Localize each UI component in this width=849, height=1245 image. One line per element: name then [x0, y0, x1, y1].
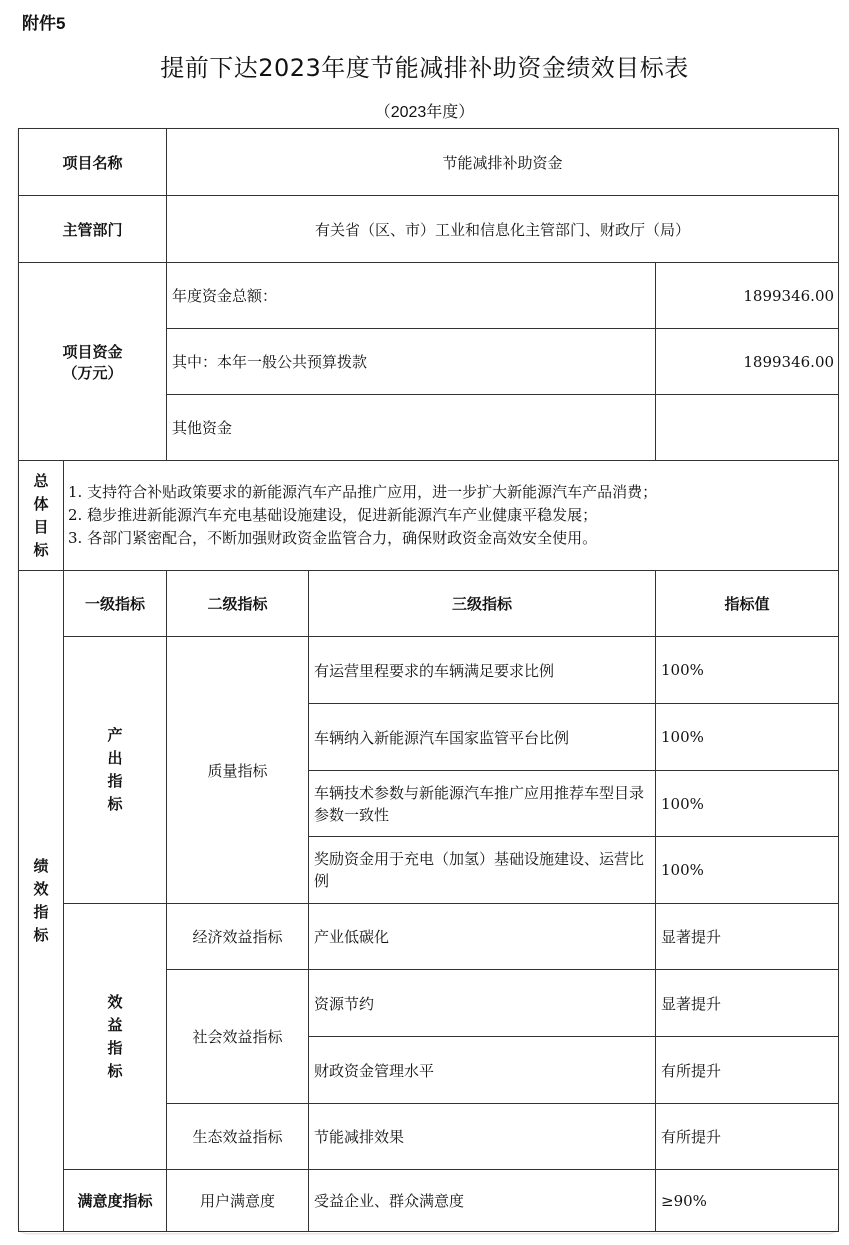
quality-indicator-label: 质量指标: [167, 637, 309, 904]
performance-label-char: 效: [33, 881, 49, 898]
year-note: （2023年度）: [374, 104, 475, 121]
social-indicator-label: 社会效益指标: [167, 970, 309, 1104]
performance-label-char: 标: [33, 927, 49, 944]
indicator-value: 100%: [656, 771, 839, 837]
header-level2: 二级指标: [167, 571, 309, 637]
performance-target-table: [18, 128, 839, 1232]
project-name-label: 项目名称: [19, 129, 167, 196]
benefit-label-char: 标: [107, 1062, 123, 1080]
benefit-label-char: 益: [107, 1016, 123, 1034]
indicator-value: 显著提升: [656, 904, 839, 970]
overall-goal-label-char: 标: [33, 541, 49, 559]
ecological-indicator-label: 生态效益指标: [167, 1104, 309, 1170]
indicator-cell: 受益企业、群众满意度: [309, 1170, 656, 1232]
funds-label-line2: （万元）: [62, 364, 123, 382]
header-value: 指标值: [656, 571, 839, 637]
attachment-label: 附件5: [22, 14, 66, 33]
funds-row-value: 1899346.00: [656, 329, 839, 395]
indicator-cell: 车辆纳入新能源汽车国家监管平台比例: [309, 704, 656, 771]
funds-label-line1: 项目资金: [62, 343, 123, 361]
output-label-char: 指: [107, 773, 123, 790]
row-benefit-economic: [19, 904, 839, 970]
output-label-char: 产: [107, 727, 123, 744]
output-label-char: 出: [107, 750, 123, 767]
performance-label-char: 绩: [33, 858, 49, 875]
header-level1: 一级指标: [64, 571, 167, 637]
satisfaction-label: 满意度指标: [64, 1170, 167, 1232]
indicator-value: 显著提升: [656, 970, 839, 1037]
indicator-value: 100%: [656, 837, 839, 904]
department-label: 主管部门: [19, 196, 167, 263]
project-name-value: 节能减排补助资金: [167, 129, 839, 196]
benefit-label-char: 指: [107, 1039, 123, 1057]
indicator-value: 有所提升: [656, 1104, 839, 1170]
performance-label: [19, 571, 64, 1232]
funds-row-label: 其他资金: [167, 395, 656, 461]
row-funds-total: [19, 263, 839, 329]
output-label-char: 标: [107, 796, 123, 813]
department-value: 有关省（区、市）工业和信息化主管部门、财政厅（局）: [167, 196, 839, 263]
indicator-cell: 奖励资金用于充电（加氢）基础设施建设、运营比例: [309, 837, 656, 904]
overall-goal-line: 3. 各部门紧密配合，不断加强财政资金监管合力，确保财政资金高效安全使用。: [68, 529, 598, 547]
row-output-1: [19, 637, 839, 704]
funds-label: [19, 263, 167, 461]
overall-goal-line: 2. 稳步推进新能源汽车充电基础设施建设，促进新能源汽车产业健康平稳发展；: [68, 506, 598, 524]
row-indicator-header: [19, 571, 839, 637]
funds-row-label: 年度资金总额：: [167, 263, 656, 329]
indicator-cell: 产业低碳化: [309, 904, 656, 970]
indicator-cell: 财政资金管理水平: [309, 1037, 656, 1104]
output-label: [64, 637, 167, 904]
indicator-cell: 有运营里程要求的车辆满足要求比例: [309, 637, 656, 704]
benefit-label-char: 效: [107, 993, 123, 1011]
row-department: [19, 196, 839, 263]
indicator-value: 100%: [656, 704, 839, 771]
economic-indicator-label: 经济效益指标: [167, 904, 309, 970]
benefit-label: [64, 904, 167, 1170]
page-title: 提前下达2023年度节能减排补助资金绩效目标表: [160, 54, 689, 82]
overall-goal-line: 1. 支持符合补贴政策要求的新能源汽车产品推广应用，进一步扩大新能源汽车产品消费；: [68, 483, 658, 501]
row-overall-goal: [19, 461, 839, 571]
header-level3: 三级指标: [309, 571, 656, 637]
indicator-cell: 资源节约: [309, 970, 656, 1037]
overall-goal-label: [19, 461, 64, 571]
overall-goal-label-char: 体: [33, 495, 49, 513]
user-satisfaction-label: 用户满意度: [167, 1170, 309, 1232]
indicator-value: 100%: [656, 637, 839, 704]
indicator-cell: 车辆技术参数与新能源汽车推广应用推荐车型目录参数一致性: [309, 771, 656, 837]
funds-row-value: [656, 395, 839, 461]
row-satisfaction: [19, 1170, 839, 1232]
overall-goal-text: [64, 461, 839, 571]
funds-row-label: 其中：本年一般公共预算拨款: [167, 329, 656, 395]
overall-goal-label-char: 目: [33, 518, 49, 536]
funds-row-value: 1899346.00: [656, 263, 839, 329]
performance-label-char: 指: [33, 904, 49, 921]
indicator-cell: 节能减排效果: [309, 1104, 656, 1170]
indicator-value: ≥90%: [656, 1170, 839, 1232]
indicator-value: 有所提升: [656, 1037, 839, 1104]
overall-goal-label-char: 总: [33, 472, 49, 490]
row-project-name: [19, 129, 839, 196]
